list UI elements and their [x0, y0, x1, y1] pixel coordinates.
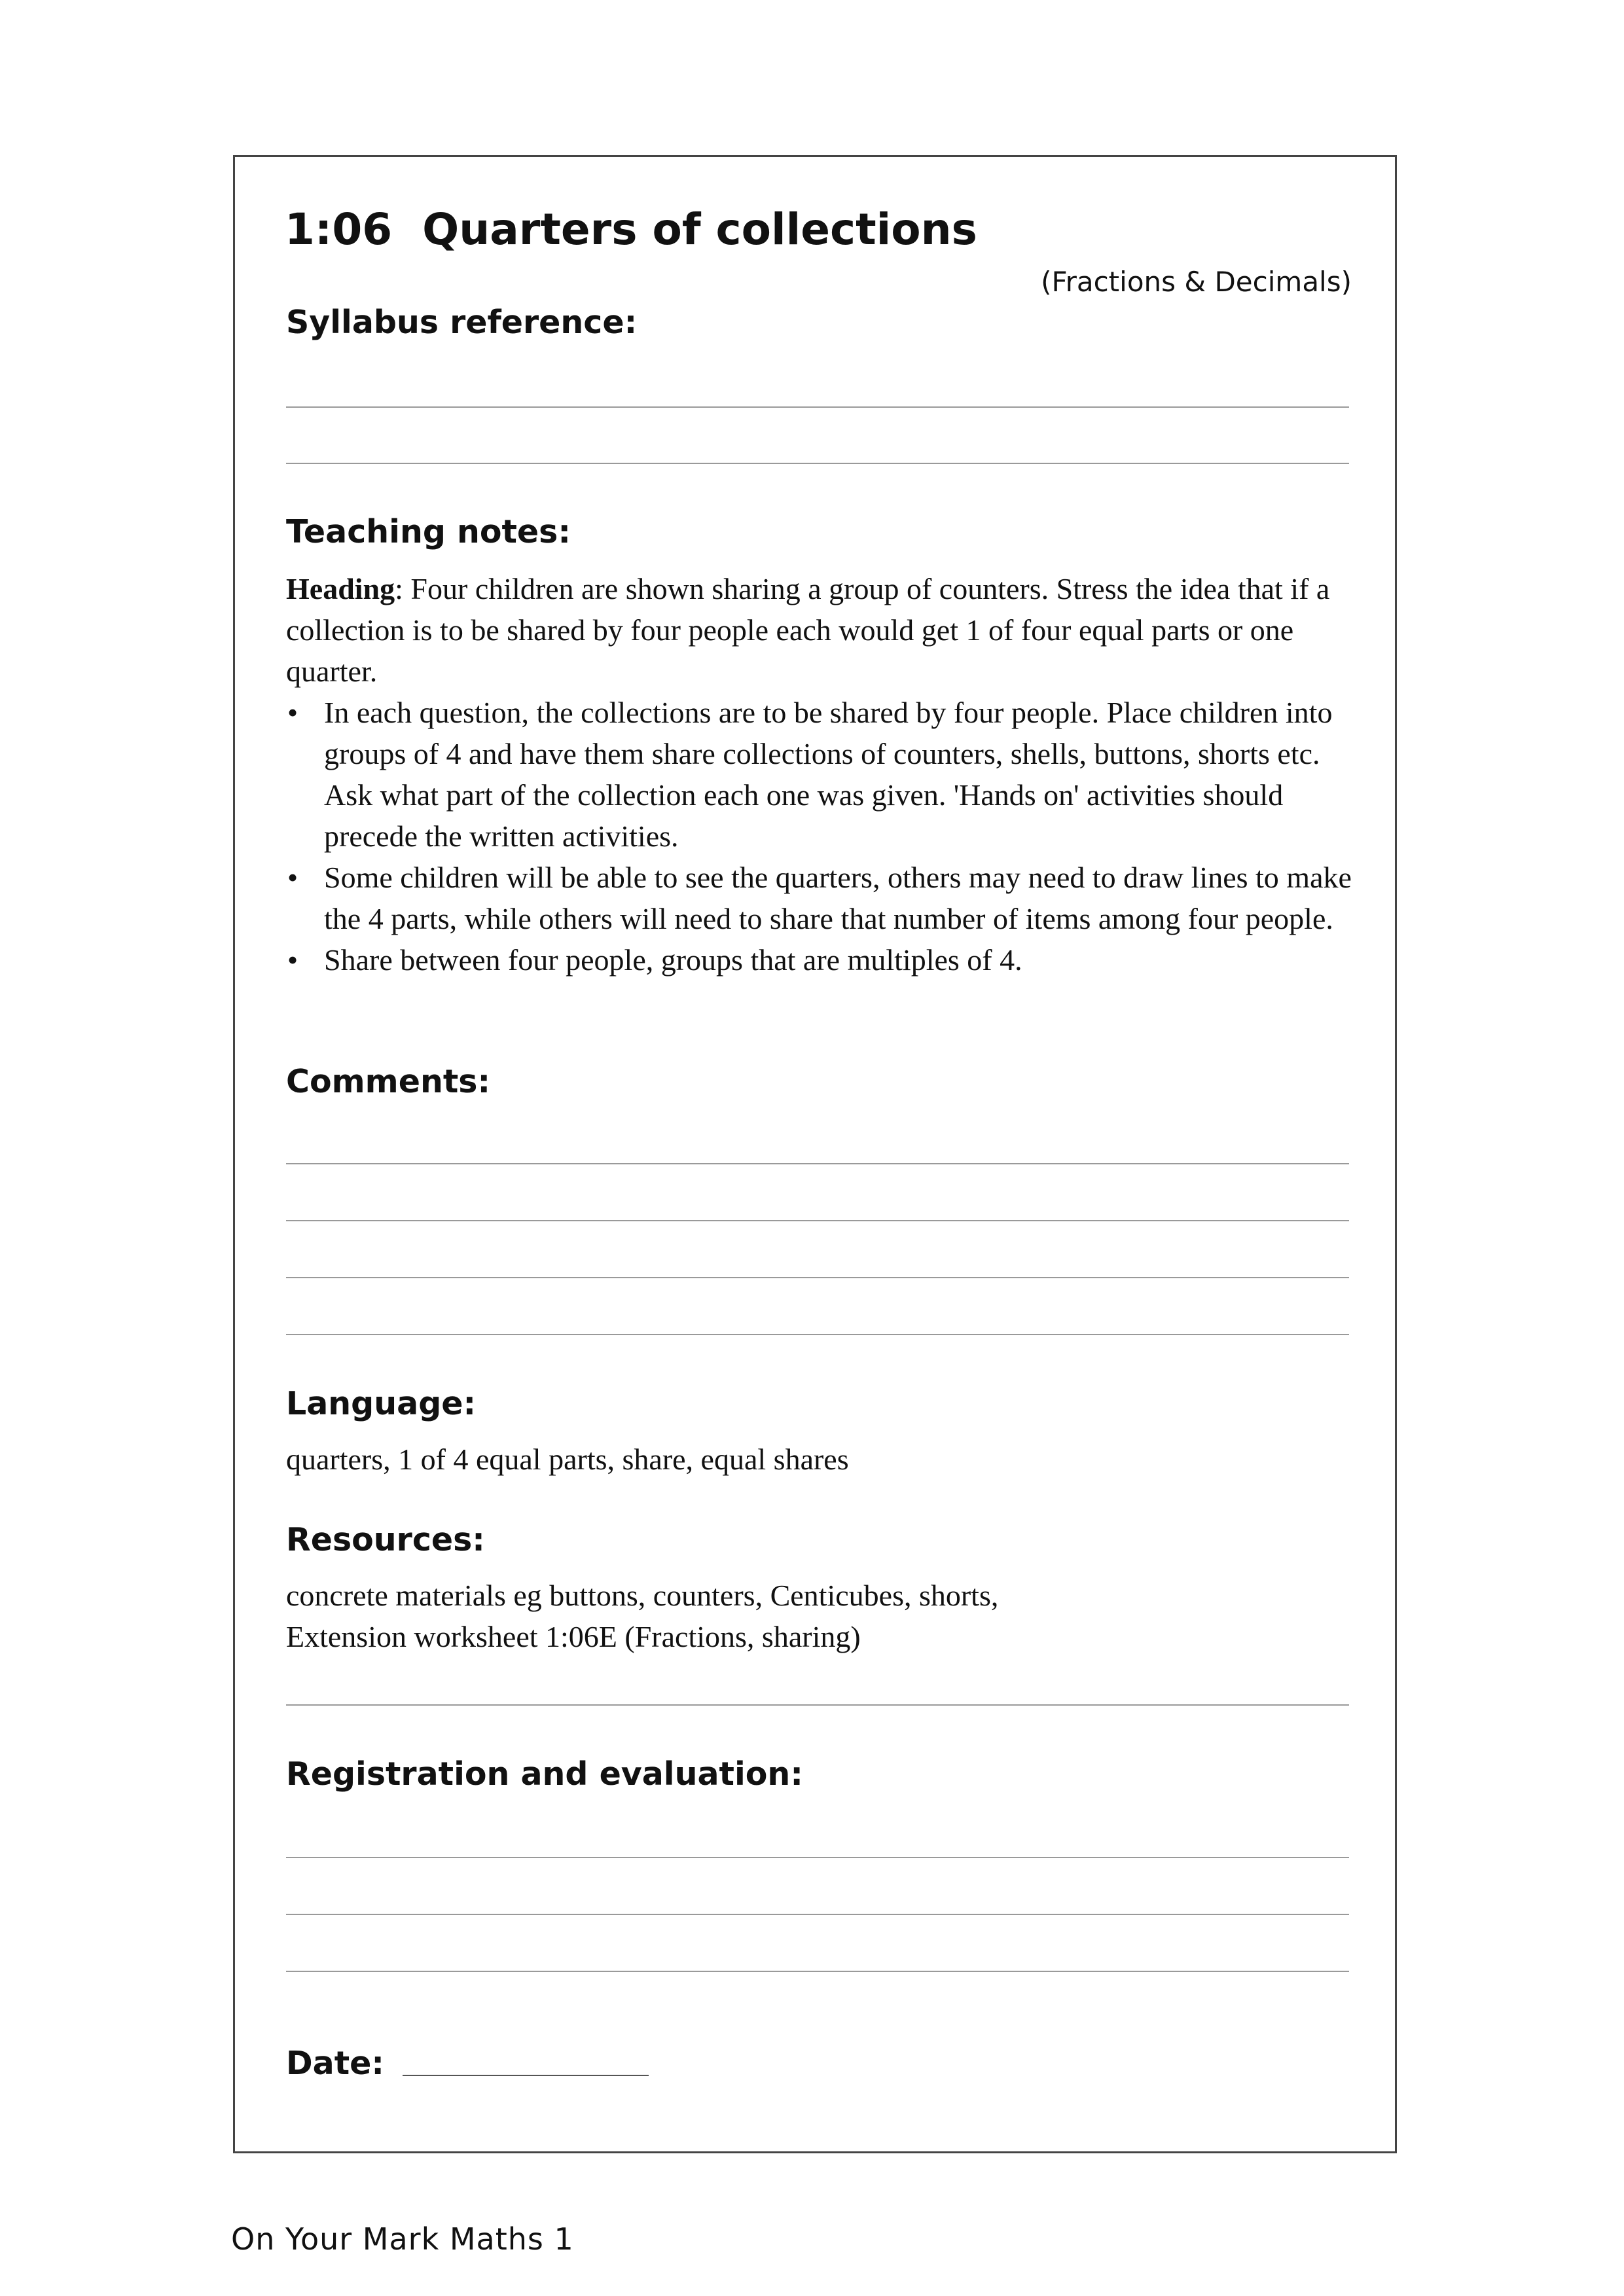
date-line [403, 2075, 649, 2076]
teaching-bullet-list [286, 692, 1360, 980]
teaching-intro [286, 568, 1360, 692]
page-title [285, 204, 977, 255]
bullet-text: Share between four people, groups that are multiples of 4. [324, 943, 1022, 977]
registration-line-2 [286, 1914, 1349, 1915]
resources-heading: Resources: [286, 1521, 485, 1558]
resources-line-2: Extension worksheet 1:06E (Fractions, sharing) [286, 1620, 861, 1653]
teaching-notes-body [286, 568, 1360, 980]
registration-line-1 [286, 1857, 1349, 1858]
intro-lead: Heading [286, 572, 395, 605]
bullet-icon: • [287, 861, 298, 894]
resources-text [286, 1575, 1360, 1657]
comments-line-1 [286, 1163, 1349, 1164]
intro-text: : Four children are shown sharing a group of counters. Stress the idea that if a collection is to be shared by four people each would get 1 of four equal parts or one quarter. [286, 572, 1330, 688]
language-text: quarters, 1 of 4 equal parts, share, equal shares [286, 1443, 849, 1476]
footer-text: On Your Mark Maths 1 [231, 2221, 574, 2257]
list-item [286, 939, 1360, 980]
page-frame [233, 155, 1397, 2153]
comments-line-4 [286, 1334, 1349, 1335]
teaching-notes-heading: Teaching notes: [286, 513, 571, 550]
bullet-text: In each question, the collections are to be shared by four people. Place children into groups of 4 and have them share collections of counters, shells, buttons, shorts etc. Ask what part of the collection each one was given. 'Hands on' activities should precede the written activities. [324, 696, 1333, 853]
lesson-title: Quarters of collections [422, 204, 977, 255]
syllabus-line-1 [286, 406, 1349, 408]
comments-line-2 [286, 1220, 1349, 1221]
resources-line-1: concrete materials eg buttons, counters, Centicubes, shorts, [286, 1579, 999, 1612]
comments-line-3 [286, 1277, 1349, 1278]
strand-label: (Fractions & Decimals) [1041, 266, 1352, 298]
language-heading: Language: [286, 1385, 477, 1422]
list-item [286, 692, 1360, 857]
date-heading: Date: [286, 2045, 384, 2082]
syllabus-heading: Syllabus reference: [286, 304, 638, 341]
bullet-icon: • [287, 696, 298, 729]
bullet-text: Some children will be able to see the quarters, others may need to draw lines to make the 4 parts, while others will need to share that number of items among four people. [324, 861, 1352, 935]
comments-heading: Comments: [286, 1063, 491, 1100]
lesson-number: 1:06 [285, 204, 393, 255]
resources-rule [286, 1704, 1349, 1706]
bullet-icon: • [287, 943, 298, 977]
registration-line-3 [286, 1971, 1349, 1972]
list-item [286, 857, 1360, 939]
registration-heading: Registration and evaluation: [286, 1755, 803, 1793]
syllabus-line-2 [286, 463, 1349, 464]
